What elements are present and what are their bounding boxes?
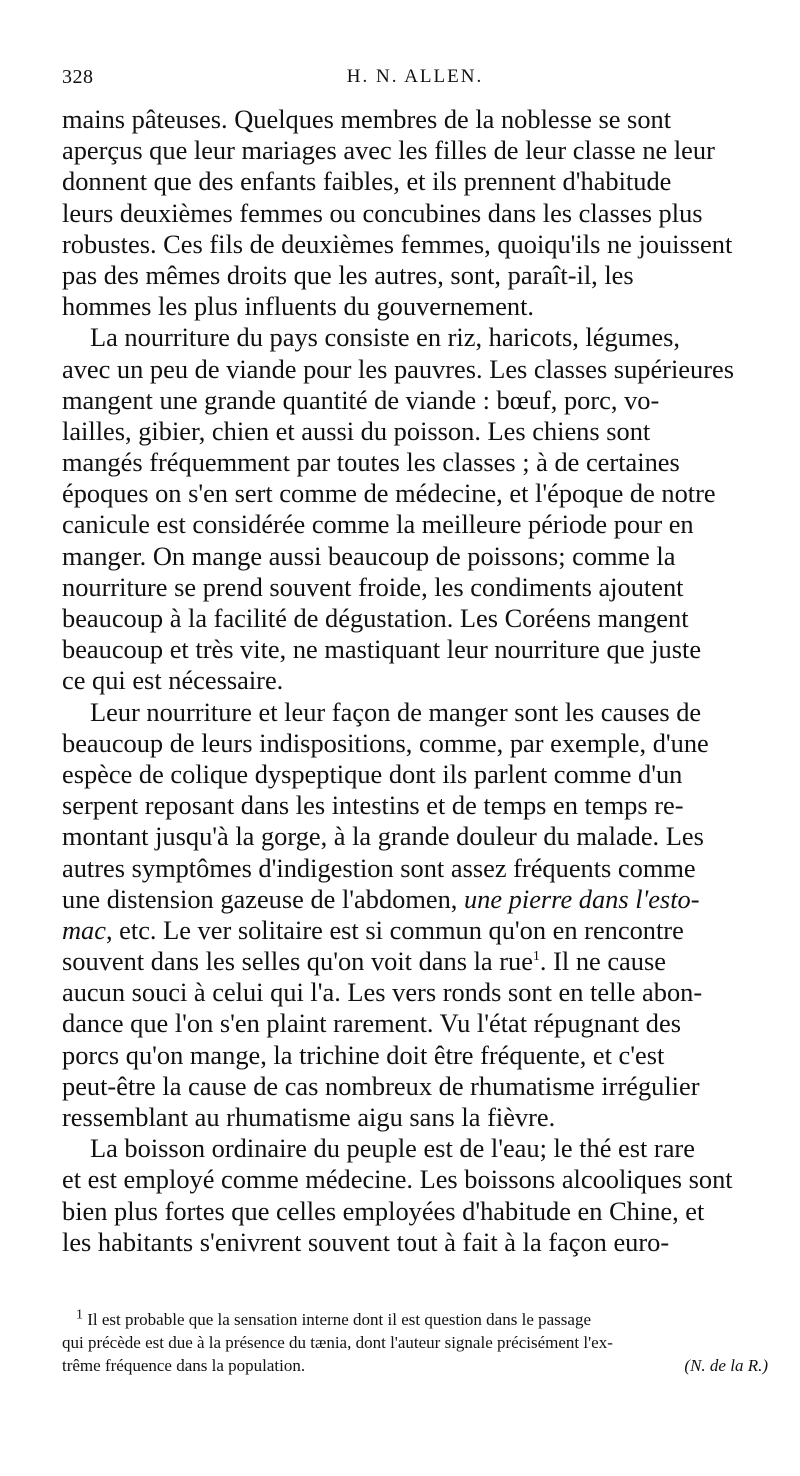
text-fragment: , etc. Le ver solitaire est si commun qu'on en rencontre (105, 914, 684, 945)
footnote-signature: (N. de la R.) (684, 1356, 768, 1375)
text-line: robustes. Ces fils de deuxièmes femmes, quoiqu'ils ne jouissent (62, 228, 733, 259)
text-line: pas des mêmes droits que les autres, sont, paraît-il, les (62, 259, 634, 290)
text-line: et est employé comme médecine. Les boissons alcooliques sont (62, 1164, 733, 1195)
text-line: mangent une grande quantité de viande : bœuf, porc, vo- (62, 384, 660, 415)
text-line: aperçus que leur mariages avec les filles de leur classe ne leur (62, 135, 715, 166)
body-text (62, 104, 768, 1258)
footnote-line (62, 1308, 768, 1331)
text-line: avec un peu de viande pour les pauvres. Les classes supérieures (62, 353, 734, 384)
text-line: serpent reposant dans les intestins et de temps en temps re- (62, 790, 684, 821)
italic-phrase: mac (62, 914, 106, 945)
text-line: hommes les plus influents du gouvernement. (62, 291, 535, 322)
text-line: montant jusqu'à la gorge, à la grande douleur du malade. Les (62, 821, 704, 852)
text-line-mixed (62, 915, 768, 946)
text-line-mixed (62, 884, 768, 915)
text-line: beaucoup à la facilité de dégustation. Les Coréens mangent (62, 603, 689, 633)
paragraph-illness (62, 697, 768, 1134)
footnote-line: qui précède est due à la présence du tænia, dont l'auteur signale précisément l'ex- (62, 1333, 613, 1352)
text-line: Leur nourriture et leur façon de manger sont les causes de (90, 696, 702, 727)
text-fragment: trême fréquence dans la population. (62, 1356, 306, 1375)
text-line-mixed (62, 946, 768, 977)
text-line: autres symptômes d'indigestion sont assez fréquents comme (62, 852, 696, 883)
text-line: canicule est considérée comme la meilleure période pour en (62, 509, 694, 540)
text-line: porcs qu'on mange, la trichine doit être fréquente, et c'est (62, 1039, 665, 1070)
text-line: beaucoup de leurs indispositions, comme, par exemple, d'une (62, 727, 709, 758)
running-head: H. N. ALLEN. (346, 66, 484, 87)
footnote-reference[interactable]: 1 (532, 949, 540, 965)
footnote-marker: 1 (76, 1307, 83, 1323)
text-line: peut-être la cause de cas nombreux de rhumatisme irrégulier (62, 1070, 700, 1101)
page-number: 328 (62, 66, 94, 88)
text-line: époques on s'en sert comme de médecine, et l'époque de notre (62, 478, 716, 509)
text-fragment: une distension gazeuse de l'abdomen, (62, 883, 464, 914)
text-fragment: souvent dans les selles qu'on voit dans la rue (62, 946, 533, 977)
text-line: mangés fréquemment par toutes les classes ; à de certaines (62, 447, 680, 478)
footnote-line (62, 1354, 768, 1377)
italic-phrase: une pierre dans l'esto- (463, 883, 700, 914)
text-line: beaucoup et très vite, ne mastiquant leur nourriture que juste (62, 634, 702, 665)
text-line: leurs deuxièmes femmes ou concubines dans les classes plus (62, 197, 703, 228)
text-line: les habitants s'enivrent souvent tout à fait à la façon euro- (62, 1226, 670, 1257)
text-line: ressemblant au rhumatisme aigu sans la fièvre. (62, 1102, 556, 1132)
paragraph-food (62, 322, 768, 696)
text-line: manger. On mange aussi beaucoup de poissons; comme la (62, 540, 676, 571)
text-line: La boisson ordinaire du peuple est de l'eau; le thé est rare (90, 1133, 695, 1164)
page-header (62, 66, 768, 96)
text-line: espèce de colique dyspeptique dont ils parlent comme d'un (62, 758, 683, 789)
footnote (62, 1308, 768, 1377)
text-line: mains pâteuses. Quelques membres de la noblesse se sont (62, 104, 672, 134)
text-line: bien plus fortes que celles employées d'habitude en Chine, et (62, 1195, 705, 1226)
text-fragment: . Il ne cause (539, 946, 666, 977)
text-line: aucun souci à celui qui l'a. Les vers ronds sont en telle abon- (62, 977, 703, 1008)
text-line: lailles, gibier, chien et aussi du poisson. Les chiens sont (62, 415, 651, 446)
text-line: dance que l'on s'en plaint rarement. Vu l'état répugnant des (62, 1008, 681, 1039)
paragraph-nobility (62, 104, 768, 322)
text-line: ce qui est nécessaire. (62, 665, 284, 696)
paragraph-drink (62, 1133, 768, 1258)
text-line: donnent que des enfants faibles, et ils prennent d'habitude (62, 166, 672, 197)
text-fragment: Il est probable que la sensation interne dont il est question dans le passage (87, 1310, 591, 1329)
text-line: nourriture se prend souvent froide, les condiments ajoutent (62, 571, 684, 602)
text-line: La nourriture du pays consiste en riz, haricots, légumes, (90, 322, 680, 353)
